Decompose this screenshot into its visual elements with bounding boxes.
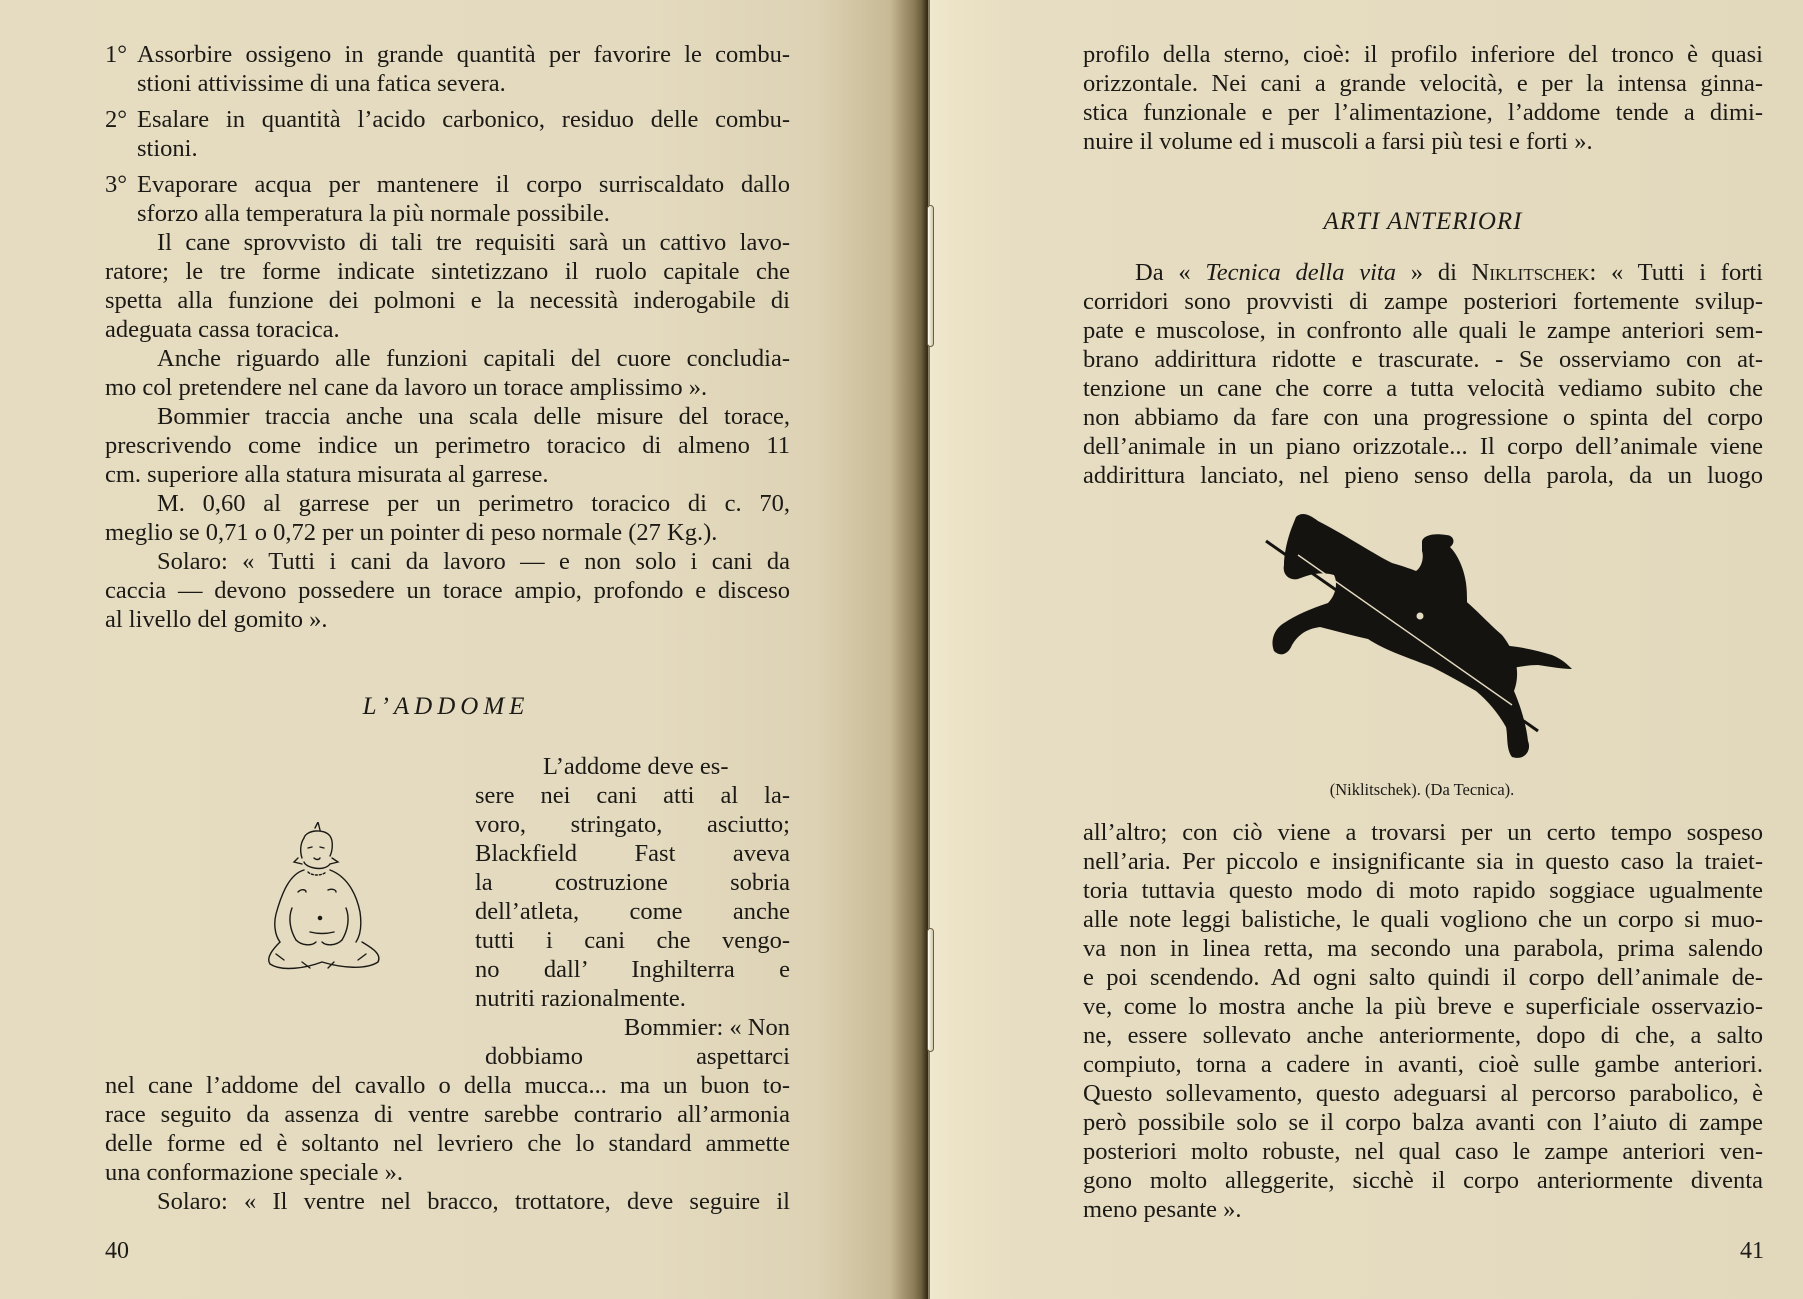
text-line: stica funzionale e per l’alimentazione, l’addome tende a dimi- [1083, 99, 1763, 126]
book-title: Tecnica della vita [1205, 259, 1396, 286]
text-line: mo col pretendere nel cane da lavoro un torace amplissimo ». [105, 374, 708, 401]
book-spine [890, 0, 930, 1299]
text-line: Solaro: « Tutti i cani da lavoro — e non solo i cani da [157, 548, 790, 575]
horse-and-rider-silhouette [1262, 505, 1582, 775]
figure-caption: (Niklitschek). (Da Tecnica). [1329, 780, 1515, 799]
text-line: Bommier: « Non [623, 1014, 790, 1041]
text-line: cm. superiore alla statura misurata al garrese. [105, 461, 549, 488]
intro-prefix: Da « [1135, 259, 1206, 286]
text-line: race seguito da assenza di ventre sarebbe contrario all’armonia [105, 1101, 790, 1128]
page-number-right: 41 [1740, 1238, 1764, 1264]
paragraph [105, 228, 790, 344]
page-number-left: 40 [105, 1238, 129, 1264]
right-quote-text [1083, 258, 1763, 490]
text-line: adeguata cassa toracica. [105, 316, 340, 343]
text-line: meno pesante ». [1083, 1196, 1242, 1223]
text-line: compiuto, torna a cadere in avanti, cioè sulle gambe anteriori. [1083, 1051, 1763, 1078]
paragraph [105, 402, 790, 489]
sitting-figure-illustration [262, 822, 384, 974]
text-line: all’altro; con ciò viene a trovarsi per un certo tempo sospeso [1083, 819, 1763, 846]
text-line: stioni attivissime di una fatica severa. [137, 70, 506, 97]
text-line: nel cane l’addome del cavallo o della mucca... ma un buon to- [105, 1072, 790, 1099]
text-line: Evaporare acqua per mantenere il corpo surriscaldato dallo [137, 171, 790, 198]
text-line: L’addome deve es- [543, 753, 729, 780]
text-line: va non in linea retta, ma secondo una parabola, prima salendo [1083, 935, 1763, 962]
right-bottom-text [1083, 818, 1763, 1224]
text-line: corridori sono provvisti di zampe posteriori fortemente svilup- [1083, 288, 1763, 315]
right-top-text [1083, 40, 1763, 156]
section-heading: L’ADDOME [362, 693, 530, 720]
text-line: tenzione un cane che corre a tutta velocità vediamo subito che [1083, 375, 1763, 402]
text-line: al livello del gomito ». [105, 606, 328, 633]
text-line: alle note leggi balistiche, le quali vogliono che un corpo si muo- [1083, 906, 1763, 933]
staple-bottom [927, 928, 934, 1052]
narrow-text-column [475, 752, 790, 1071]
text-line: e poi scendendo. Ad ogni salto quindi il corpo dell’animale de- [1083, 964, 1763, 991]
section-heading: ARTI ANTERIORI [1323, 208, 1523, 235]
text-line: non abbiamo da fare con una progressione o spinta del corpo [1083, 404, 1763, 431]
text-line: però possibile solo se il corpo balza avanti con l’aiuto di zampe [1083, 1109, 1763, 1136]
text-line: no dall’ Inghilterra e [475, 956, 790, 983]
text-line: nutriti razionalmente. [475, 985, 686, 1012]
text-line: orizzontale. Nei cani a grande velocità, e per la intensa ginna- [1083, 70, 1763, 97]
paragraph [105, 1071, 790, 1187]
text-line: caccia — devono possedere un torace ampio, profondo e disceso [105, 577, 790, 604]
text-line: spetta alla funzione dei polmoni e la necessità inderogabile di [105, 287, 790, 314]
list-item [105, 40, 790, 98]
text-line: meglio se 0,71 o 0,72 per un pointer di peso normale (27 Kg.). [105, 519, 718, 546]
text-line: sere nei cani atti al la- [475, 782, 790, 809]
text-line: sforzo alla temperatura la più normale possibile. [137, 200, 610, 227]
text-line: Assorbire ossigeno in grande quantità per favorire le combu- [137, 41, 790, 68]
text-line: profilo della sterno, cioè: il profilo inferiore del tronco è quasi [1083, 41, 1763, 68]
list-item [105, 170, 790, 228]
text-line: stioni. [137, 135, 198, 162]
text-line: dell’atleta, come anche [475, 898, 790, 925]
paragraph [105, 547, 790, 634]
text-line: M. 0,60 al garrese per un perimetro toracico di c. 70, [157, 490, 790, 517]
text-line: Questo sollevamento, questo adeguarsi al percorso parabolico, è [1083, 1080, 1763, 1107]
author-name: Niklitschek [1471, 259, 1590, 286]
paragraph [105, 489, 790, 547]
list-number: 3° [105, 171, 128, 198]
text-line: nell’aria. Per piccolo e insignificante sia in questo caso la traiet- [1083, 848, 1763, 875]
text-line [1083, 258, 1763, 287]
text-line: la costruzione sobria [475, 869, 790, 896]
text-line: Blackfield Fast aveva [475, 840, 790, 867]
left-top-text [105, 40, 790, 634]
list-number: 1° [105, 41, 128, 68]
text-line: una conformazione speciale ». [105, 1159, 403, 1186]
text-line: tutti i cani che vengo- [475, 927, 790, 954]
text-line: ratore; le tre forme indicate sintetizzano il ruolo capitale che [105, 258, 790, 285]
text-line: toria tuttavia questo modo di moto rapido soggiace ugualmente [1083, 877, 1763, 904]
text-line: Il cane sprovvisto di tali tre requisiti sarà un cattivo lavo- [157, 229, 790, 256]
text-line: Anche riguardo alle funzioni capitali del cuore concludia- [157, 345, 790, 372]
text-line: prescrivendo come indice un perimetro toracico di almeno 11 [105, 432, 790, 459]
text-line: dell’animale in un piano orizzotale... Il corpo dell’animale viene [1083, 433, 1763, 460]
staple-top [927, 205, 934, 347]
text-line: ne, essere sollevato anche anteriormente, dopo di che, a salto [1083, 1022, 1763, 1049]
text-line: voro, stringato, asciutto; [475, 811, 790, 838]
text-line: Bommier traccia anche una scala delle misure del torace, [157, 403, 790, 430]
text-line: dobbiamo aspettarci [485, 1043, 790, 1070]
text-line: delle forme ed è soltanto nel levriero che lo standard ammette [105, 1130, 790, 1157]
intro-middle: » di [1396, 259, 1472, 286]
text-line: Esalare in quantità l’acido carbonico, residuo delle combu- [137, 106, 790, 133]
text-line: ve, come lo mostra anche la più breve e superficiale osservazio- [1083, 993, 1763, 1020]
paragraph [105, 344, 790, 402]
intro-suffix: : « Tutti i forti [1589, 259, 1763, 286]
left-bottom-text [105, 1071, 790, 1216]
text-line: gono molto alleggerite, sicchè il corpo anteriormente diventa [1083, 1167, 1763, 1194]
text-line: posteriori molto robuste, nel qual caso le zampe anteriori ven- [1083, 1138, 1763, 1165]
text-line: brano addirittura ridotte e trascurate. - Se osserviamo con at- [1083, 346, 1763, 373]
text-line: nuire il volume ed i muscoli a farsi più tesi e forti ». [1083, 128, 1593, 155]
text-line: addirittura lanciato, nel pieno senso della parola, da un luogo [1083, 462, 1763, 489]
list-number: 2° [105, 106, 128, 133]
text-line: pate e muscolose, in confronto alle quali le zampe anteriori sem- [1083, 317, 1763, 344]
paragraph [105, 1187, 790, 1216]
text-line: Solaro: « Il ventre nel bracco, trottatore, deve seguire il [157, 1188, 790, 1215]
list-item [105, 105, 790, 163]
